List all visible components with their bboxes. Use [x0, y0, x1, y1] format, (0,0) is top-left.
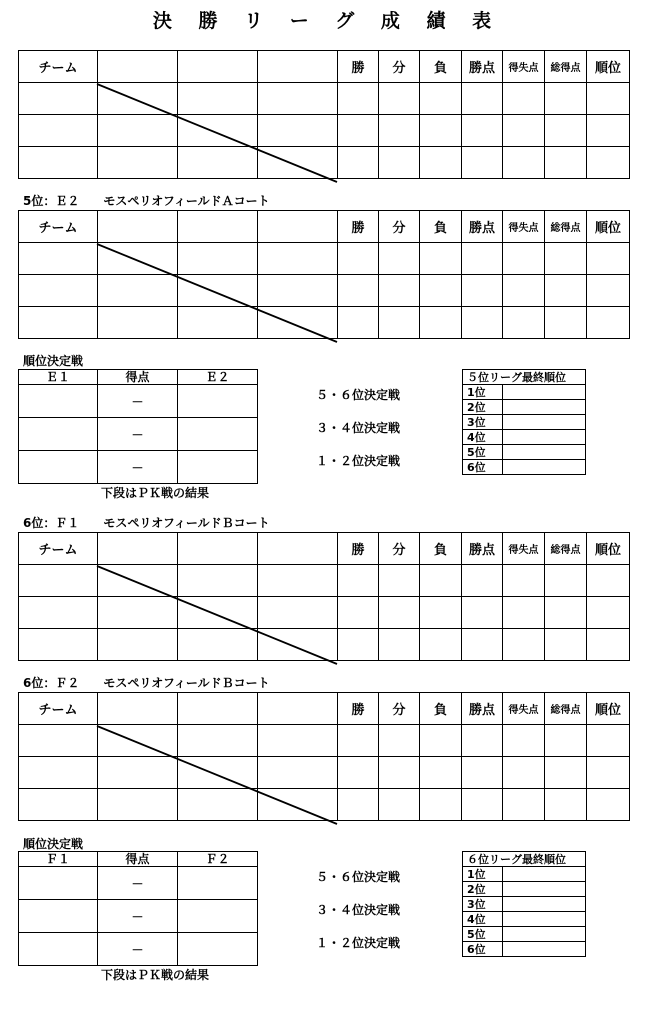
header-rank: 順位 — [587, 211, 630, 243]
rank-row — [463, 460, 586, 475]
section-caption-f1: 6位：Ｆ１ モスペリオフィールドＢコート — [23, 516, 270, 530]
score-header-row — [19, 370, 258, 385]
match-label-1-2: １・２位決定戦 — [316, 454, 401, 468]
header-blank-1 — [98, 211, 178, 243]
header-win: 勝 — [338, 693, 379, 725]
table-row — [19, 629, 630, 661]
table-row — [19, 275, 630, 307]
pk-note: 下段はＰＫ戦の結果 — [101, 968, 210, 982]
league-header-row — [19, 51, 630, 83]
league-table-block — [18, 692, 629, 821]
header-blank-1 — [98, 533, 178, 565]
header-team: チーム — [19, 211, 98, 243]
page-title: 決 勝 リ ー グ 成 績 表 — [152, 10, 502, 32]
header-points: 勝点 — [462, 51, 503, 83]
header-goals-for: 総得点 — [545, 693, 587, 725]
header-draw: 分 — [379, 51, 420, 83]
header-loss: 負 — [420, 211, 462, 243]
rank-label: 1位 — [463, 867, 503, 882]
table-row — [19, 243, 630, 275]
score-dash: － — [98, 867, 178, 900]
table-row — [19, 900, 258, 933]
rank-row — [463, 882, 586, 897]
header-draw: 分 — [379, 693, 420, 725]
header-goal-diff: 得失点 — [503, 533, 545, 565]
section-caption-e2: 5位：Ｅ２ モスペリオフィールドＡコート — [23, 194, 270, 208]
match-label-3-4: ３・４位決定戦 — [316, 421, 401, 435]
table-row — [19, 757, 630, 789]
league-table-block — [18, 532, 629, 661]
header-blank-1 — [98, 693, 178, 725]
table-row — [19, 789, 630, 821]
header-points: 勝点 — [462, 211, 503, 243]
league-header-row — [19, 211, 630, 243]
header-win: 勝 — [338, 211, 379, 243]
header-draw: 分 — [379, 533, 420, 565]
header-loss: 負 — [420, 533, 462, 565]
rank-label: 2位 — [463, 882, 503, 897]
match-label-3-4: ３・４位決定戦 — [316, 903, 401, 917]
table-row — [19, 147, 630, 179]
table-row — [19, 867, 258, 900]
team-f2-header: Ｆ２ — [178, 852, 258, 867]
score-header: 得点 — [98, 852, 178, 867]
header-rank: 順位 — [587, 51, 630, 83]
header-goals-for: 総得点 — [545, 211, 587, 243]
header-blank-2 — [178, 693, 258, 725]
rank-row — [463, 927, 586, 942]
rank-row — [463, 445, 586, 460]
league-table-block — [18, 50, 629, 179]
table-row — [19, 451, 258, 484]
table-row — [19, 725, 630, 757]
pk-note: 下段はＰＫ戦の結果 — [101, 486, 210, 500]
table-row — [19, 307, 630, 339]
header-blank-2 — [178, 211, 258, 243]
header-goal-diff: 得失点 — [503, 693, 545, 725]
header-team: チーム — [19, 693, 98, 725]
team-e1-header: Ｅ１ — [19, 370, 98, 385]
league-table — [18, 210, 630, 339]
league-table — [18, 532, 630, 661]
match-label-5-6: ５・６位決定戦 — [316, 388, 401, 402]
header-blank-3 — [258, 51, 338, 83]
league-header-row — [19, 533, 630, 565]
rank-label: 4位 — [463, 430, 503, 445]
header-loss: 負 — [420, 51, 462, 83]
table-row — [19, 565, 630, 597]
table-row — [19, 83, 630, 115]
table-row — [19, 418, 258, 451]
rank-row — [463, 400, 586, 415]
header-goal-diff: 得失点 — [503, 51, 545, 83]
header-goal-diff: 得失点 — [503, 211, 545, 243]
table-row — [19, 385, 258, 418]
header-goals-for: 総得点 — [545, 51, 587, 83]
score-dash: － — [98, 900, 178, 933]
header-win: 勝 — [338, 51, 379, 83]
score-header: 得点 — [98, 370, 178, 385]
rank-row — [463, 415, 586, 430]
rank-row — [463, 867, 586, 882]
match-label-5-6: ５・６位決定戦 — [316, 870, 401, 884]
rank-label: 6位 — [463, 460, 503, 475]
header-draw: 分 — [379, 211, 420, 243]
rank-label: 4位 — [463, 912, 503, 927]
rank-row — [463, 385, 586, 400]
header-team: チーム — [19, 51, 98, 83]
final-rank-title: ５位リーグ最終順位 — [463, 370, 586, 385]
score-dash: － — [98, 418, 178, 451]
header-win: 勝 — [338, 533, 379, 565]
table-row — [19, 933, 258, 966]
header-blank-1 — [98, 51, 178, 83]
rank-row — [463, 912, 586, 927]
rank-label: 1位 — [463, 385, 503, 400]
team-f1-header: Ｆ１ — [19, 852, 98, 867]
final-rank-title: ６位リーグ最終順位 — [463, 852, 586, 867]
header-blank-2 — [178, 533, 258, 565]
header-blank-3 — [258, 693, 338, 725]
rank-row — [463, 430, 586, 445]
rank-label: 3位 — [463, 415, 503, 430]
match-label-1-2: １・２位決定戦 — [316, 936, 401, 950]
header-team: チーム — [19, 533, 98, 565]
header-rank: 順位 — [587, 693, 630, 725]
score-table-a — [18, 369, 258, 484]
rank-row — [463, 897, 586, 912]
rank-label: 5位 — [463, 445, 503, 460]
score-header-row — [19, 852, 258, 867]
score-dash: － — [98, 933, 178, 966]
final-rank-table-a — [462, 369, 586, 475]
rank-label: 5位 — [463, 927, 503, 942]
table-row — [19, 115, 630, 147]
section-caption-f2: 6位：Ｆ２ モスペリオフィールドＢコート — [23, 676, 270, 690]
header-blank-3 — [258, 533, 338, 565]
table-row — [19, 597, 630, 629]
league-table — [18, 692, 630, 821]
score-table-b — [18, 851, 258, 966]
league-header-row — [19, 693, 630, 725]
header-blank-2 — [178, 51, 258, 83]
league-table — [18, 50, 630, 179]
score-dash: － — [98, 385, 178, 418]
header-goals-for: 総得点 — [545, 533, 587, 565]
rank-label: 3位 — [463, 897, 503, 912]
rank-label: 6位 — [463, 942, 503, 957]
rank-row — [463, 942, 586, 957]
header-blank-3 — [258, 211, 338, 243]
header-points: 勝点 — [462, 533, 503, 565]
score-dash: － — [98, 451, 178, 484]
header-loss: 負 — [420, 693, 462, 725]
rank-label: 2位 — [463, 400, 503, 415]
final-rank-table-b — [462, 851, 586, 957]
league-table-block — [18, 210, 629, 339]
header-points: 勝点 — [462, 693, 503, 725]
header-rank: 順位 — [587, 533, 630, 565]
placement-caption-b: 順位決定戦 — [23, 837, 84, 851]
team-e2-header: Ｅ２ — [178, 370, 258, 385]
placement-caption-a: 順位決定戦 — [23, 354, 84, 368]
